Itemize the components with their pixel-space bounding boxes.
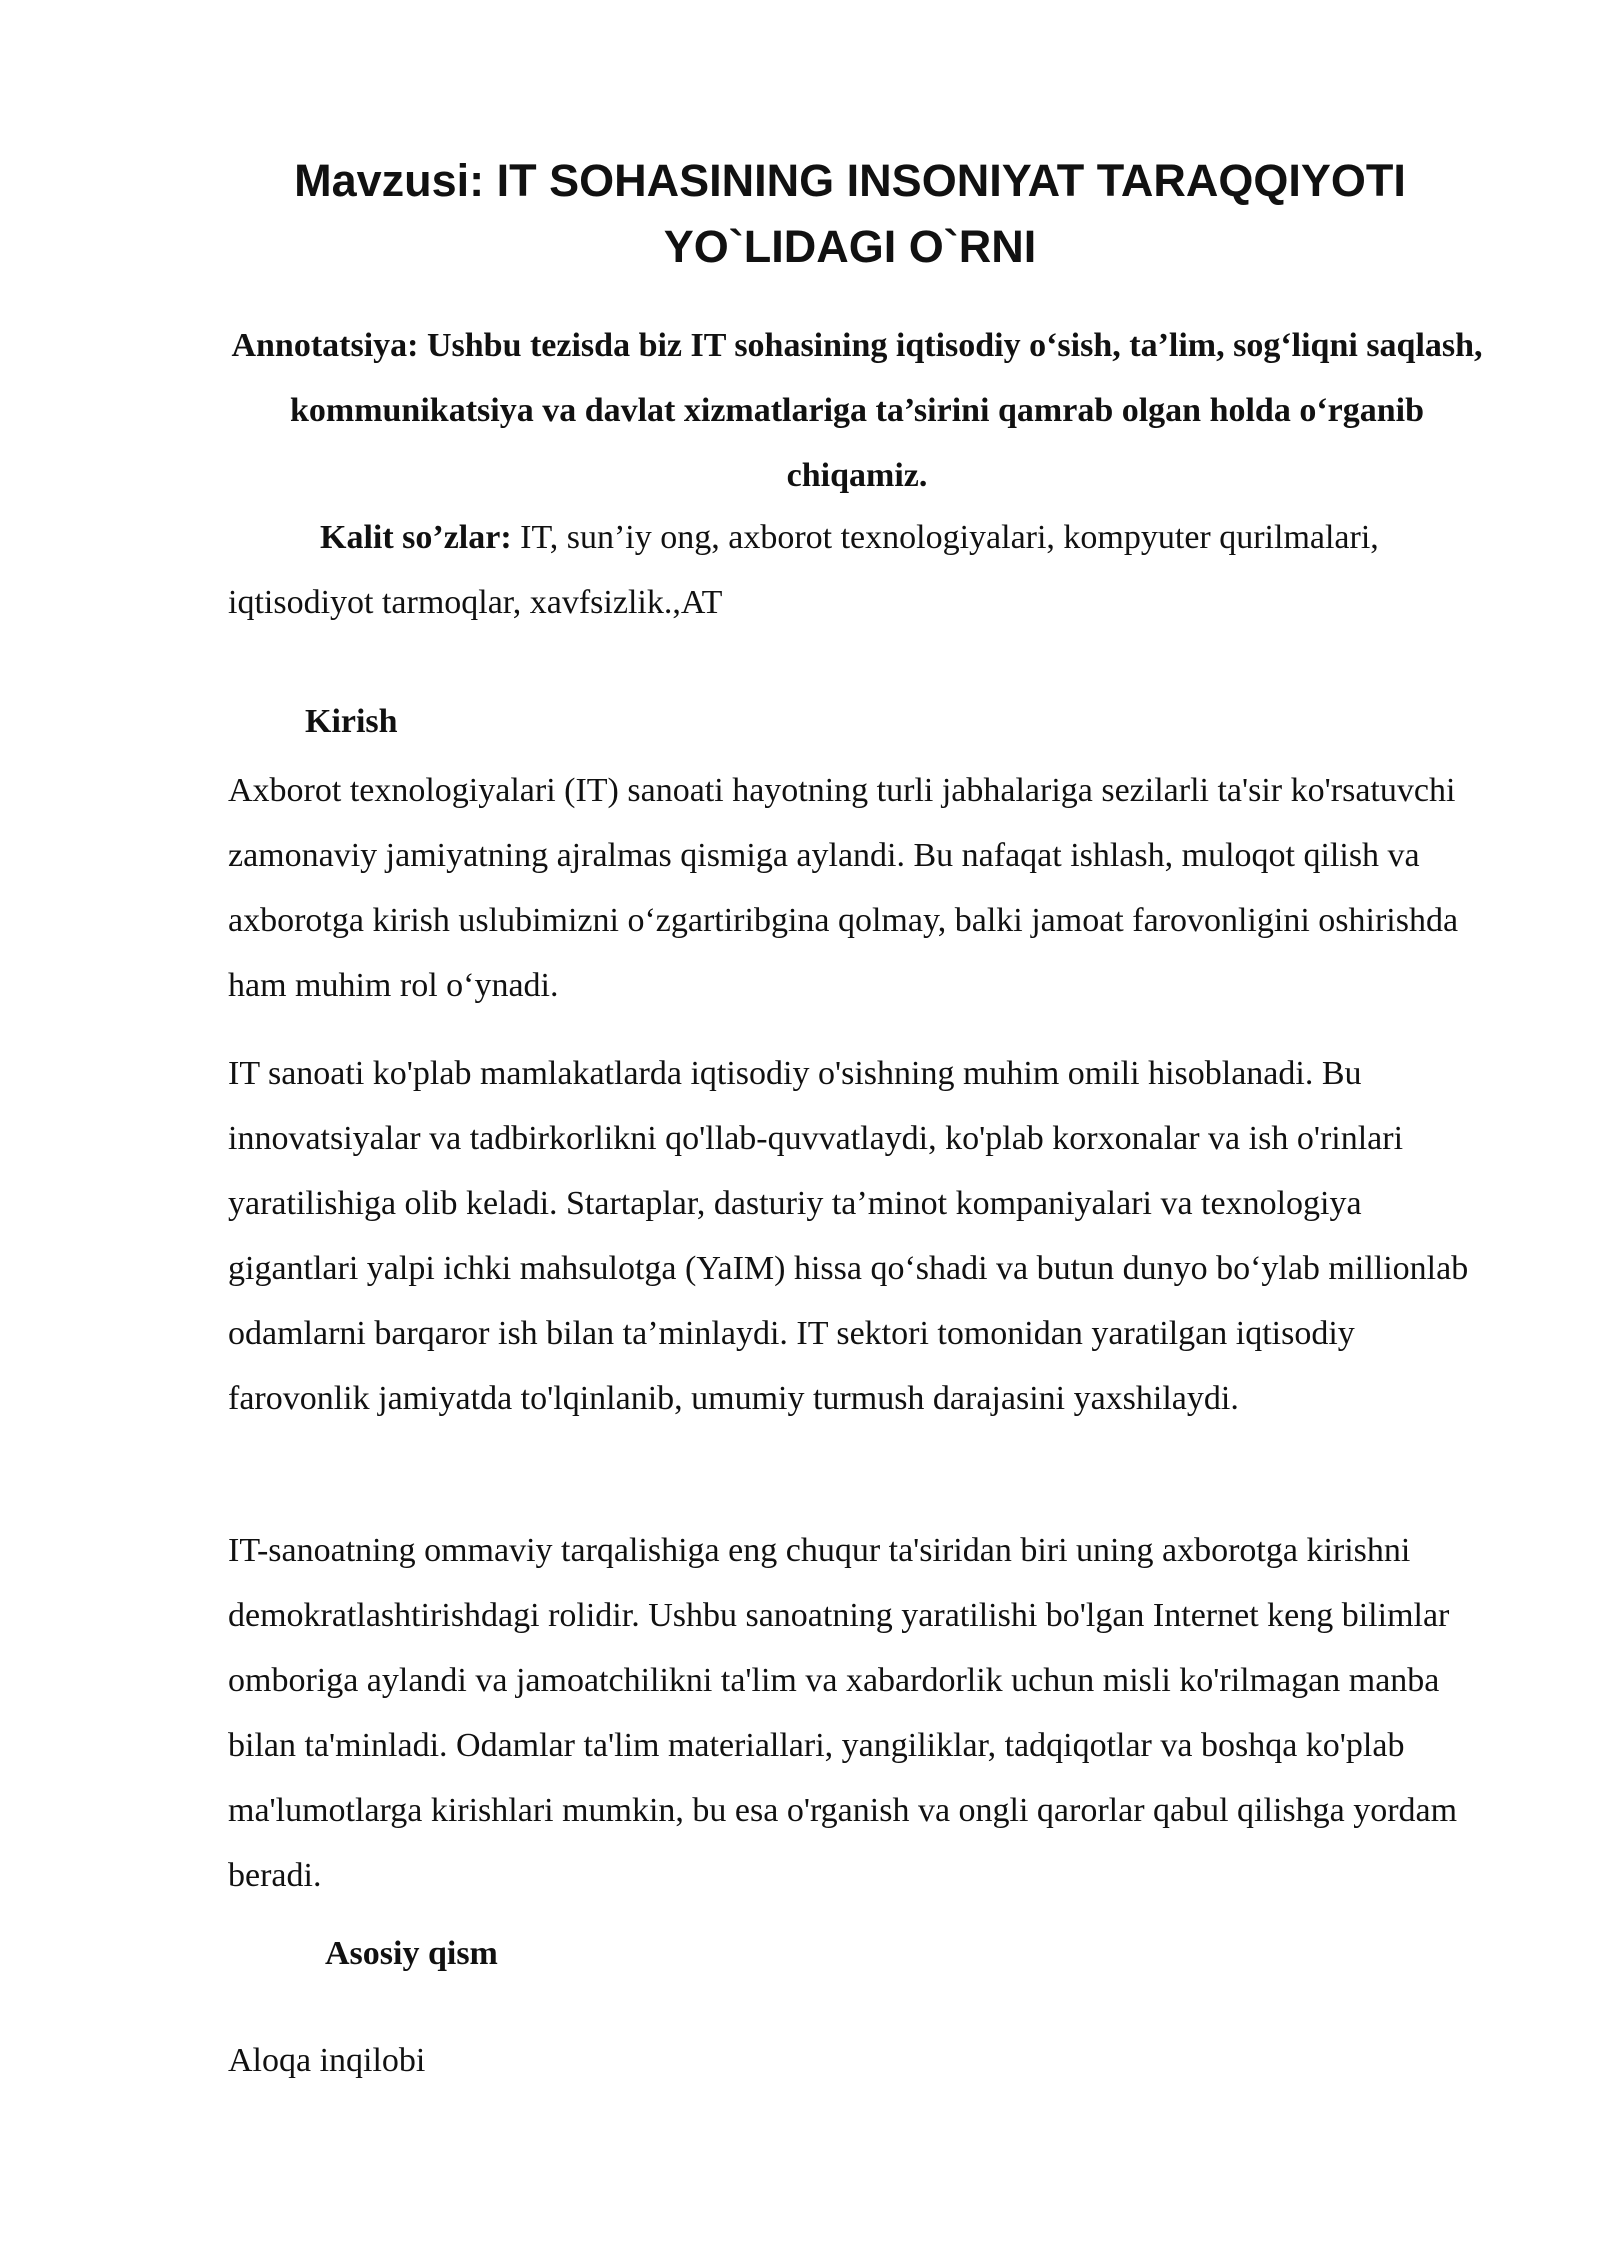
annotation-paragraph: Annotatsiya: Ushbu tezisda biz IT sohasining iqtisodiy o‘sish, ta’lim, sog‘liqni saqlash, kommunikatsiya va davlat xizmatlariga ta’sirini qamrab olgan holda o‘rganib chiqamiz. [231, 327, 1483, 494]
keywords-paragraph [228, 505, 1498, 635]
title-line-1: Mavzusi: IT SOHASINING INSONIYAT TARAQQIYOTI [294, 155, 1406, 206]
body-paragraph: IT-sanoatning ommaviy tarqalishiga eng chuqur ta'siridan biri uning axborotga kirishni demokratlashtirishdagi rolidir. Ushbu sanoatning yaratilishi bo'lgan Internet keng bilimlar omboriga aylandi va jamoatchilikni ta'lim va xabardorlik uchun misli ko'rilmagan manba bilan ta'minladi. Odamlar ta'lim materiallari, yangiliklar, tadqiqotlar va boshqa ko'plab ma'lumotlarga kirishlari mumkin, bu esa o'rganish va ongli qarorlar qabul qilishga yordam beradi. [228, 1532, 1458, 1894]
title-line-2: YO`LIDAGI O`RNI [663, 221, 1037, 272]
intro-heading: Kirish [305, 703, 398, 740]
document-title [200, 148, 1500, 280]
body-paragraph: Axborot texnologiyalari (IT) sanoati hayotning turli jabhalariga sezilarli ta'sir ko'rsatuvchi zamonaviy jamiyatning ajralmas qismiga aylandi. Bu nafaqat ishlash, muloqot qilish va axborotga kirish uslubimizni o‘zgartiribgina qolmay, balki jamoat farovonligini oshirishda ham muhim rol o‘ynadi. [228, 772, 1459, 1004]
body-paragraph: IT sanoati ko'plab mamlakatlarda iqtisodiy o'sishning muhim omili hisoblanadi. Bu innovatsiyalar va tadbirkorlikni qo'llab-quvvatlaydi, ko'plab korxonalar va ish o'rinlari yaratilishiga olib keladi. Startaplar, dasturiy ta’minot kompaniyalari va texnologiya gigantlari yalpi ichki mahsulotga (YaIM) hissa qo‘shadi va butun dunyo bo‘ylab millionlab odamlarni barqaror ish bilan ta’minlaydi. IT sektori tomonidan yaratilgan iqtisodiy farovonlik jamiyatda to'lqinlanib, umumiy turmush darajasini yaxshilaydi. [228, 1055, 1469, 1417]
keywords-text: IT, sun’iy ong, axborot texnologiyalari, kompyuter qurilmalari, iqtisodiyot tarmoqlar, xavfsizlik.,AT [228, 519, 1379, 621]
subsection-title: Aloqa inqilobi [228, 2042, 426, 2079]
keywords-label: Kalit so’zlar: [320, 519, 512, 556]
main-section-heading: Asosiy qism [325, 1935, 498, 1972]
